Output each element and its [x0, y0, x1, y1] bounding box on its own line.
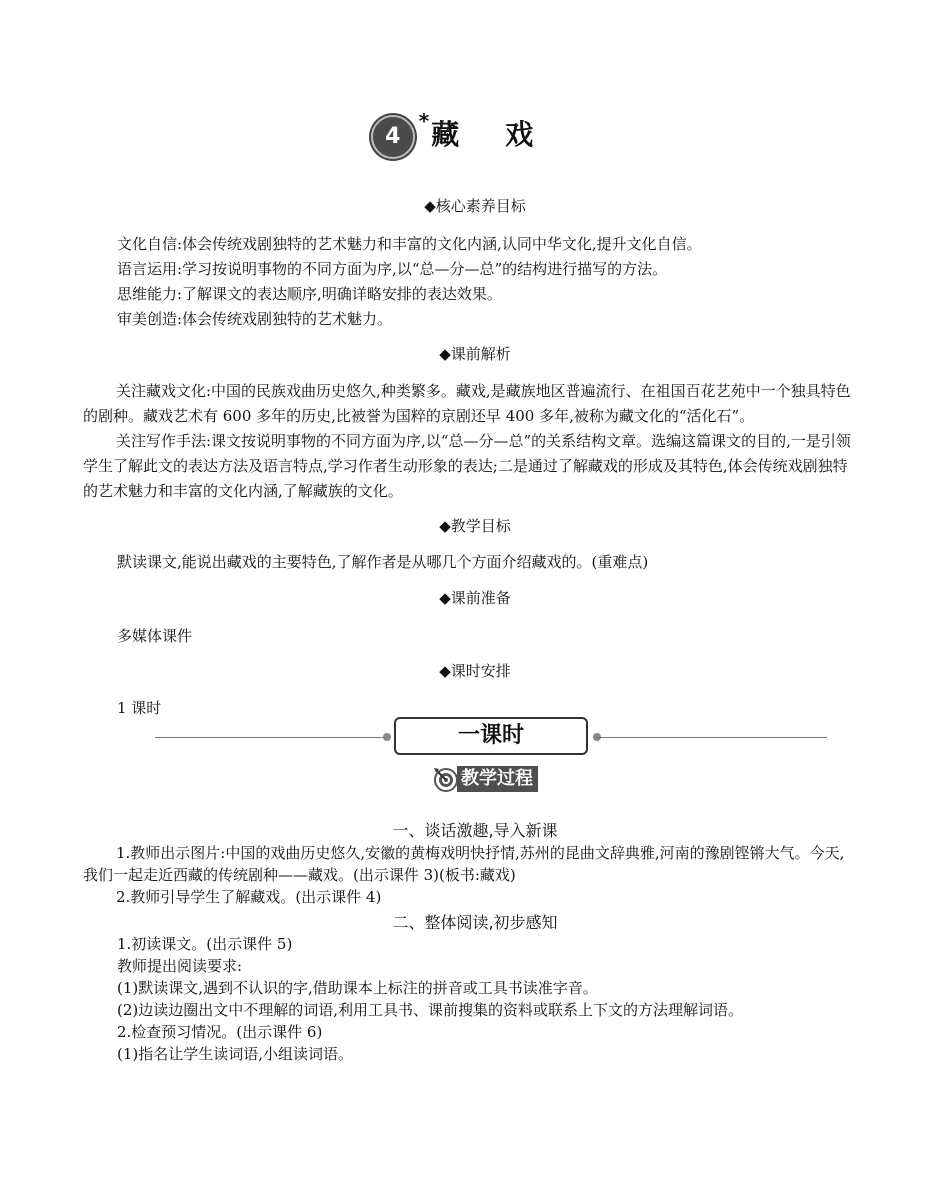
core-goal-item: 思维能力:了解课文的表达顺序,明确详略安排的表达效果。 [117, 285, 502, 303]
lesson-period-label: 一课时 [394, 717, 588, 755]
lesson-title [0, 109, 950, 159]
core-goal-item: 审美创造:体会传统戏剧独特的艺术魅力。 [117, 310, 393, 328]
section1-line: 2.教师引导学生了解藏戏。(出示课件 4) [116, 888, 382, 906]
section2-line: (1)指名让学生读词语,小组读词语。 [117, 1045, 354, 1063]
divider-line-right [597, 737, 827, 738]
schedule-heading: ◆课时安排 [439, 662, 511, 680]
teaching-goals-text-wrap [83, 550, 859, 575]
lesson-divider [155, 717, 827, 757]
core-goals-heading: ◆核心素养目标 [424, 197, 526, 215]
core-goal-item: 文化自信:体会传统戏剧独特的艺术魅力和丰富的文化内涵,认同中华文化,提升文化自信。 [117, 235, 702, 253]
pre-analysis-paragraph: 关注藏戏文化:中国的民族戏曲历史悠久,种类繁多。藏戏,是藏族地区普遍流行、在祖国百花艺苑中一个独具特色的剧种。藏戏艺术有 600 多年的历史,比被誉为国粹的京剧还早 400 多年,被称为藏文化的“活化石”。 [83, 382, 851, 425]
section2-line: (1)默读课文,遇到不认识的字,借助课本上标注的拼音或工具书读准字音。 [117, 979, 598, 997]
teaching-process-banner [433, 765, 538, 793]
section2-line: 1.初读课文。(出示课件 5) [117, 935, 293, 953]
section1-line: 1.教师出示图片:中国的戏曲历史悠久,安徽的黄梅戏明快抒情,苏州的昆曲文辞典雅,河南的豫剧铿锵大气。今天,我们一起走近西藏的传统剧种——藏戏。(出示课件 3)(板书:藏戏) [83, 844, 845, 884]
preparation-heading: ◆课前准备 [439, 589, 511, 607]
lesson-title-text: 藏戏 [431, 118, 580, 151]
section1-heading: 一、谈话激趣,导入新课 [392, 821, 558, 840]
optional-lesson-star: * [418, 109, 430, 133]
teaching-goals-heading: ◆教学目标 [439, 517, 511, 535]
section2-line: 教师提出阅读要求: [117, 957, 243, 975]
pre-analysis-paragraph: 关注写作手法:课文按说明事物的不同方面为序,以“总—分—总”的关系结构文章。选编这篇课文的目的,一是引领学生了解此文的表达方法及语言特点,学习作者生动形象的表达;二是通过了解藏戏的形成及其特色,体会传统戏剧独特的艺术魅力和丰富的文化内涵,了解藏族的文化。 [83, 432, 851, 500]
section2-line: 2.检查预习情况。(出示课件 6) [117, 1023, 323, 1041]
section2-line: (2)边读边圈出文中不理解的词语,利用工具书、课前搜集的资料或联系上下文的方法理解词语。 [117, 1001, 744, 1019]
section1-body [83, 842, 859, 908]
divider-line-left [155, 737, 387, 738]
pre-analysis-body [83, 379, 859, 504]
preparation-text-wrap [83, 624, 859, 649]
section2-body [83, 933, 859, 1065]
teaching-process-label: 教学过程 [457, 766, 538, 792]
teaching-goals-text: 默读课文,能说出藏戏的主要特色,了解作者是从哪几个方面介绍藏戏的。(重难点) [117, 553, 649, 571]
core-goals-list [83, 232, 859, 332]
target-icon [433, 766, 459, 792]
pre-analysis-heading: ◆课前解析 [439, 345, 511, 363]
section2-heading: 二、整体阅读,初步感知 [392, 913, 558, 932]
core-goal-item: 语言运用:学习按说明事物的不同方面为序,以“总—分—总”的结构进行描写的方法。 [117, 260, 668, 278]
preparation-text: 多媒体课件 [117, 627, 193, 645]
divider-dot-left [383, 733, 391, 741]
schedule-text: 1 课时 [117, 699, 162, 717]
lesson-number-badge: 4 [371, 115, 415, 159]
